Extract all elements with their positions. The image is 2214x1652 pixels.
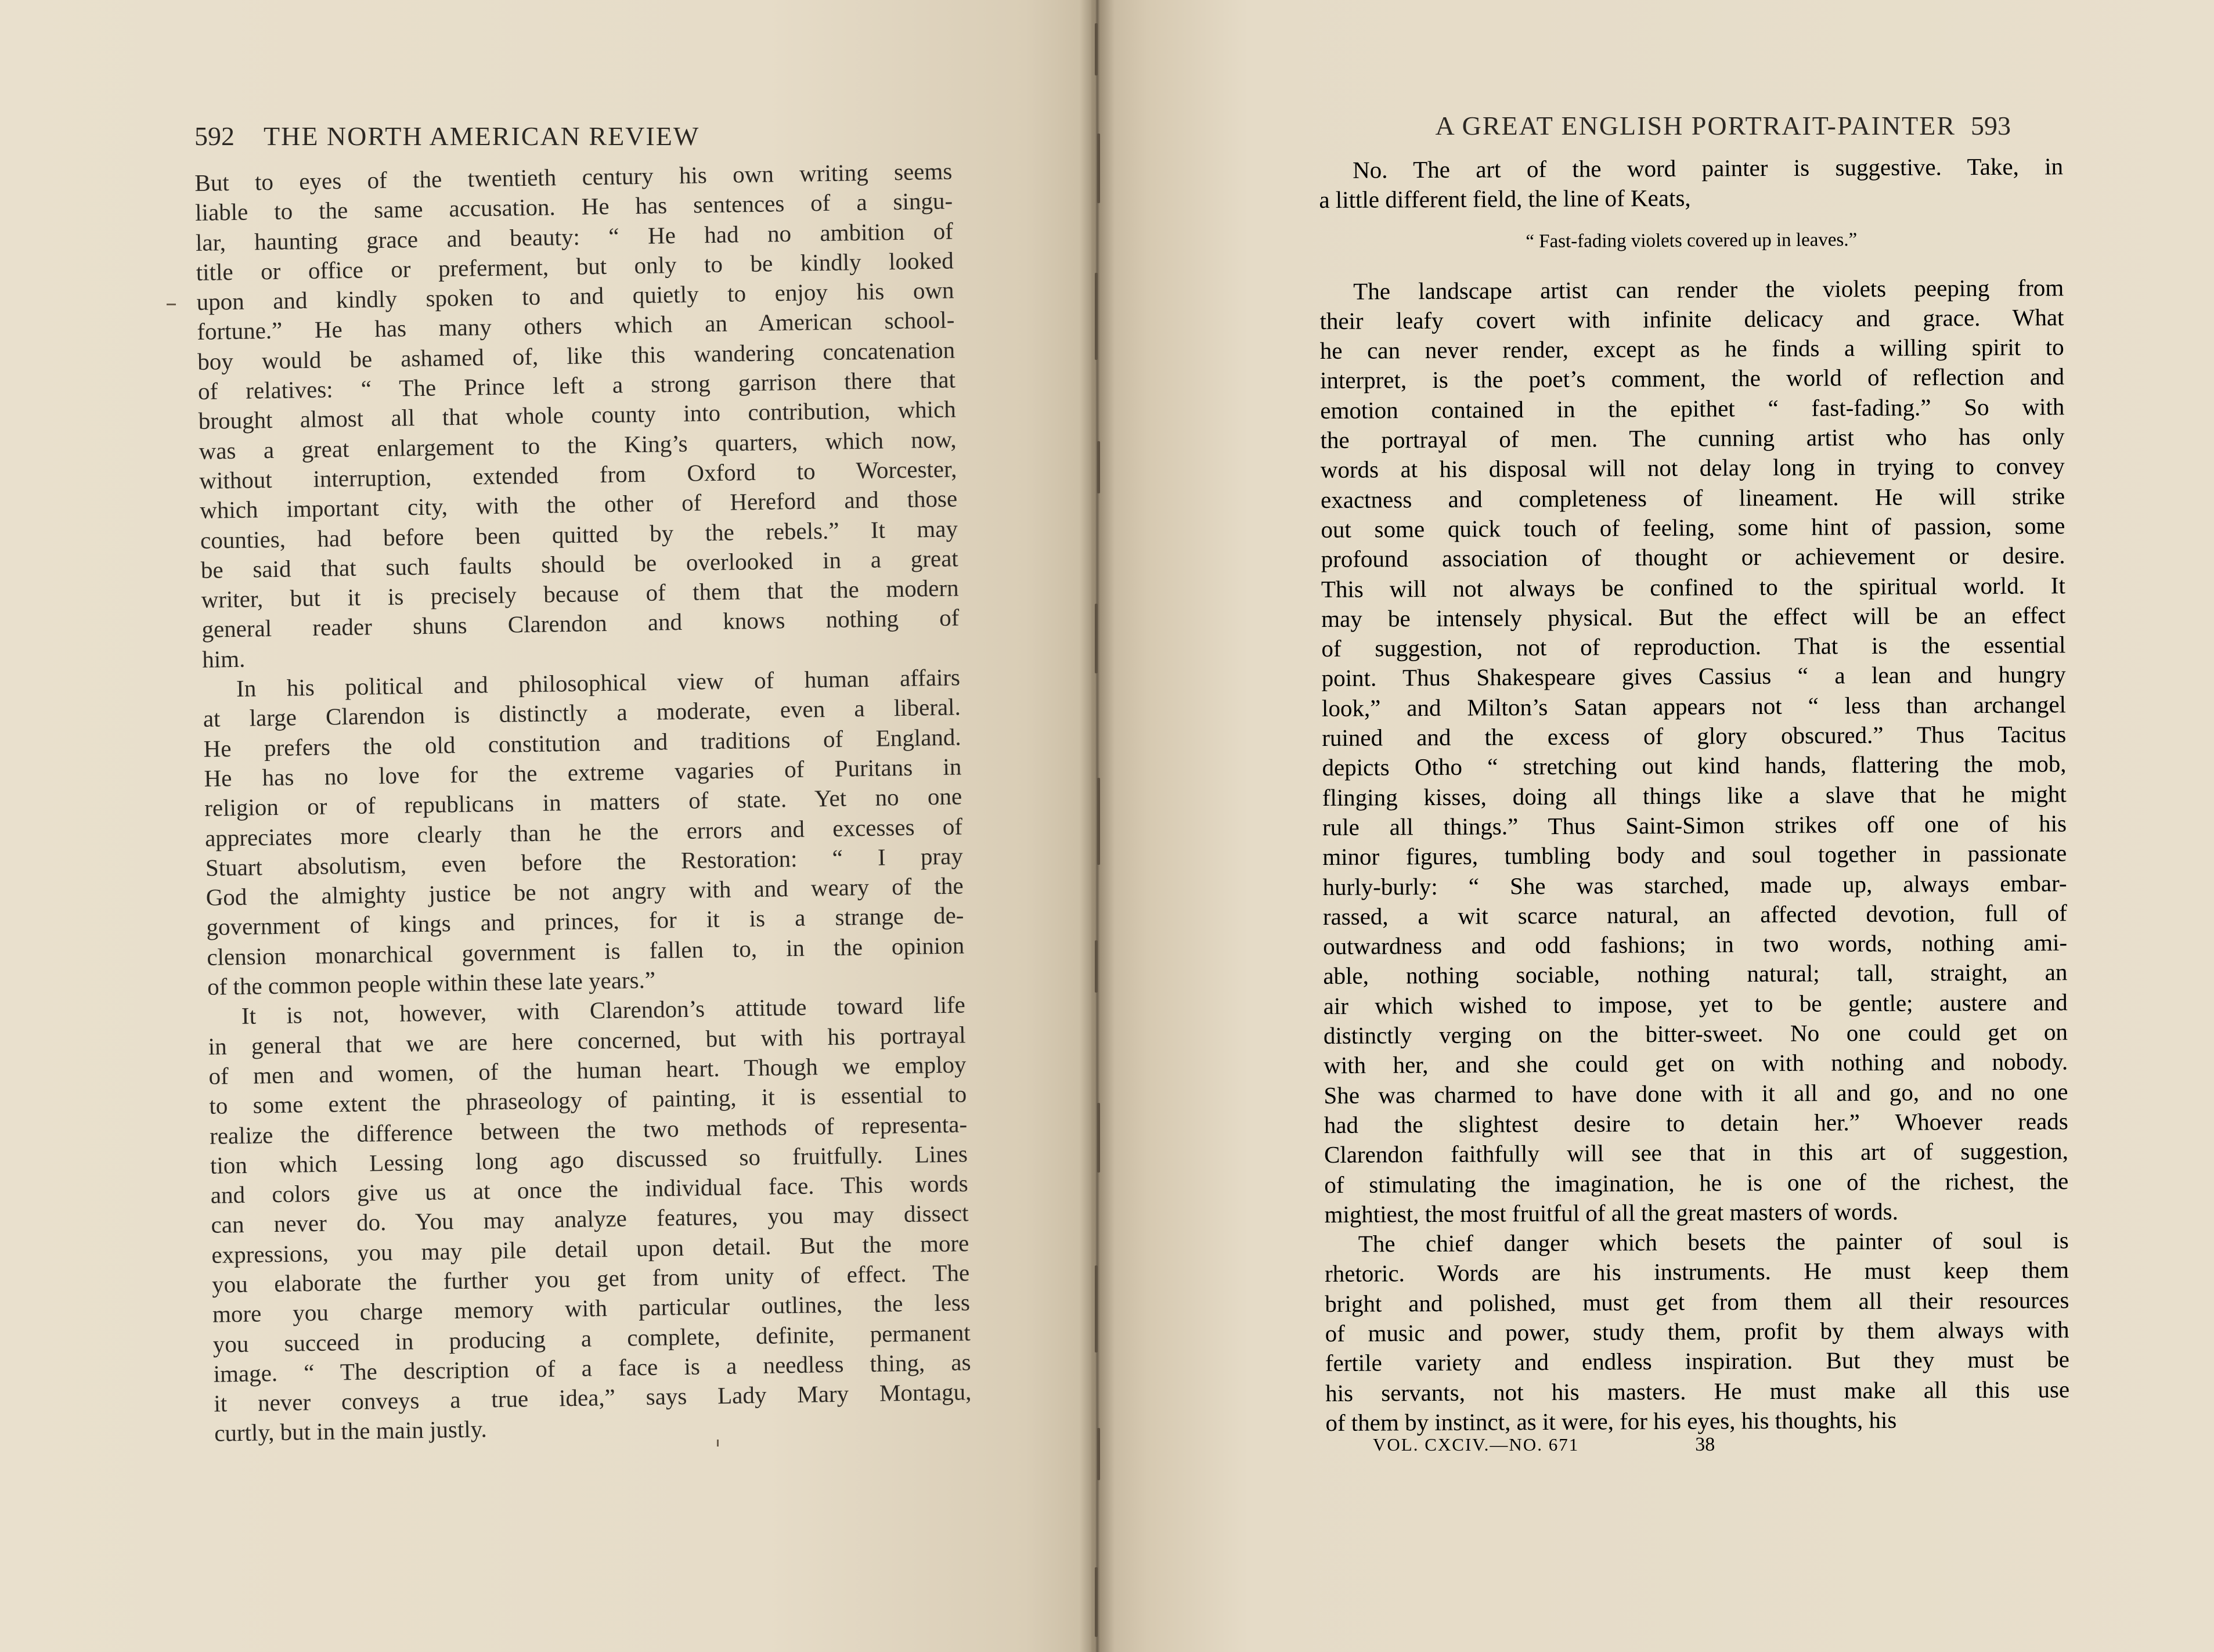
text-line: was a great enlargement to the King’s quarters, which now, (199, 425, 957, 464)
text-line: It is not, however, with Clarendon’s attitude toward life (241, 991, 966, 1030)
text-line: the portrayal of men. The cunning artist who has only (1320, 423, 2065, 454)
text-line: you succeed in producing a complete, definite, permanent (212, 1318, 971, 1358)
text-line: of suggestion, not of reproduction. That is the essential (1321, 631, 2066, 662)
text-line: image. “ The description of a face is a needless thing, as (213, 1348, 971, 1387)
text-line: realize the difference between the two methods of representa- (209, 1110, 968, 1149)
text-line: liable to the same accusation. He has sentences of a singu- (194, 187, 953, 226)
verse-quotation: “ Fast-fading violets covered up in leaves.” (1526, 229, 1858, 252)
text-line: profound association of thought or achievement or desire. (1321, 542, 2065, 573)
text-line: air which wished to impose, yet to be gentle; austere and (1323, 988, 2068, 1019)
left-page (0, 0, 1091, 1652)
text-line: a little different field, the line of Keats, (1319, 184, 1691, 214)
text-line: words at his disposal will not delay long in trying to convey (1320, 452, 2065, 484)
text-line: boy would be ashamed of, like this wandering concatenation (197, 336, 955, 375)
binding-stitch (1097, 778, 1100, 865)
text-line: ruined and the excess of glory obscured.” Thus Tacitus (1322, 720, 2067, 752)
text-line: clension monarchical government is fallen to, in the opinion (206, 932, 965, 971)
margin-mark (167, 304, 176, 305)
text-line: In his political and philosophical view of human affairs (236, 663, 961, 702)
text-line: rule all things.” Thus Saint-Simon strikes off one of his (1322, 810, 2067, 841)
text-line: interpret, is the poet’s comment, the world of reflection and (1319, 363, 2065, 394)
text-line: The chief danger which besets the painter of soul is (1358, 1227, 2069, 1257)
text-line: tion which Lessing long ago discussed so fruitfully. Lines (210, 1140, 968, 1179)
text-line: rassed, a wit scarce natural, an affected devotion, full of (1322, 899, 2067, 930)
footer-volume: VOL. CXCIV.—NO. 671 (1373, 1434, 1580, 1455)
text-line: lar, haunting grace and beauty: “ He had no ambition of (195, 217, 954, 256)
text-line: He has no love for the extreme vagaries of Puritans in (204, 753, 962, 792)
binding-stitch (1095, 1567, 1098, 1637)
right-page-number: 593 (1971, 111, 2011, 140)
text-line: of stimulating the imagination, he is one of the richest, the (1324, 1167, 2069, 1198)
text-line: rhetoric. Words are his instruments. He must keep them (1324, 1256, 2069, 1287)
text-line: appreciates more clearly than he the errors and excesses of (204, 812, 963, 852)
text-line: emotion contained in the epithet “ fast-fading.” So with (1320, 393, 2065, 424)
text-line: brought almost all that whole county into contribution, which (198, 395, 957, 435)
text-line: She was charmed to have done with it all and go, and no one (1324, 1077, 2068, 1109)
text-line: without interruption, extended from Oxford to Worcester, (199, 455, 957, 494)
text-line: of music and power, study them, profit by them always with (1325, 1316, 2069, 1347)
text-line: religion or of republicans in matters of state. Yet no one (204, 782, 962, 822)
page-footer (1373, 1434, 1715, 1456)
right-running-title: A GREAT ENGLISH PORTRAIT-PAINTER (1435, 111, 1956, 140)
text-line: able, nothing sociable, nothing natural; tall, straight, an (1323, 958, 2068, 990)
text-line: He prefers the old constitution and traditions of England. (203, 723, 961, 762)
binding-stitch (1095, 1265, 1098, 1352)
text-line: to some extent the phraseology of painting, it is essential to (209, 1080, 967, 1120)
text-line: depicts Otho “ stretching out kind hands, flattering the mob, (1322, 750, 2067, 781)
text-line: out some quick touch of feeling, some hint of passion, some (1321, 512, 2065, 543)
text-line: general reader shuns Clarendon and knows nothing of (201, 604, 960, 643)
binding-stitch (1095, 604, 1098, 673)
text-line: it never conveys a true idea,” says Lady Mary Montagu, (214, 1378, 972, 1417)
text-line: of relatives: “ The Prince left a strong garrison there that (197, 366, 956, 405)
binding-stitch (1097, 441, 1100, 493)
text-line: bright and polished, must get from them all their resources (1325, 1286, 2069, 1317)
text-line: with her, and she could get on with nothing and nobody. (1324, 1048, 2068, 1079)
text-line: This will not always be confined to the spiritual world. It (1321, 571, 2066, 603)
text-line: his servants, not his masters. He must make all this use (1325, 1375, 2070, 1406)
text-line: fertile variety and endless inspiration. But they must be (1325, 1346, 2069, 1377)
text-line: him. (201, 645, 246, 673)
text-line: in general that we are here concerned, but with his portrayal (208, 1020, 966, 1060)
binding-stitch (1097, 1103, 1100, 1173)
text-line: minor figures, tumbling body and soul together in passionate (1322, 839, 2067, 871)
text-line: had the slightest desire to detain her.” Whoever reads (1324, 1108, 2068, 1138)
text-line: No. The art of the word painter is suggestive. Take, in (1353, 153, 2064, 183)
text-line: Clarendon faithfully will see that in this art of suggestion, (1324, 1137, 2069, 1168)
text-line: But to eyes of the twentieth century his own writing seems (194, 157, 953, 196)
text-line: title or office or preferment, but only to be kindly looked (196, 247, 954, 286)
text-line: be said that such faults should be overlooked in a great (200, 544, 959, 583)
text-line: distinctly verging on the bitter-sweet. No one could get on (1323, 1018, 2068, 1049)
text-line: at large Clarendon is distinctly a moderate, even a liberal. (203, 693, 961, 733)
book-gutter (1080, 0, 1115, 1652)
footer-signature: 38 (1695, 1434, 1715, 1455)
text-line: exactness and completeness of lineament. He will strike (1320, 482, 2065, 513)
right-body-text (1319, 152, 2070, 1438)
binding-stitch (1095, 23, 1098, 75)
text-line: expressions, you may pile detail upon detail. But the more (211, 1229, 969, 1268)
text-line: outwardness and odd fashions; in two words, nothing ami- (1323, 929, 2068, 960)
text-line: of men and women, of the human heart. Though we employ (208, 1051, 967, 1090)
binding-stitch (1095, 940, 1098, 993)
text-line: which important city, with the other of Hereford and those (199, 485, 958, 524)
text-line: can never do. You may analyze features, you may dissect (211, 1199, 969, 1239)
text-line: mightiest, the most fruitful of all the great masters of words. (1324, 1197, 1899, 1228)
text-line: curtly, but in the main justly. (214, 1415, 488, 1447)
text-line: counties, had before been quitted by the rebels.” It may (200, 514, 958, 554)
text-line: he can never render, except as he finds a willing spirit to (1319, 333, 2064, 365)
text-line: fortune.” He has many others which an American school- (197, 306, 955, 345)
binding-stitch (1095, 273, 1098, 360)
right-running-head (1435, 110, 2011, 141)
text-line: writer, but it is precisely because of them that the modern (201, 574, 959, 614)
text-line: flinging kisses, doing all things like a slave that he might (1322, 780, 2067, 811)
text-line: Stuart absolutism, even before the Restoration: “ I pray (205, 842, 964, 881)
text-line: their leafy covert with infinite delicacy and grace. What (1319, 304, 2064, 334)
left-running-title: THE NORTH AMERICAN REVIEW (264, 121, 700, 151)
text-line: you elaborate the further you get from unity of effect. The (211, 1259, 970, 1298)
left-page-number: 592 (194, 121, 235, 151)
binding-stitch (1097, 134, 1100, 203)
text-line: look,” and Milton’s Satan appears not “ less than archangel (1321, 691, 2067, 722)
left-body-text (194, 157, 972, 1449)
text-line: of the common people within these late years.” (207, 966, 656, 1000)
text-line: point. Thus Shakespeare gives Cassius “ a lean and hungry (1321, 661, 2066, 692)
text-line: of them by instinct, as it were, for his eyes, his thoughts, his (1325, 1406, 1897, 1436)
text-line: more you charge memory with particular outlines, the less (212, 1289, 971, 1328)
text-line: may be intensely physical. But the effect will be an effect (1321, 601, 2066, 632)
text-line: and colors give us at once the individual face. This words (210, 1170, 968, 1209)
text-line: upon and kindly spoken to and quietly to enjoy his own (196, 276, 954, 316)
binding-stitch (1097, 1428, 1100, 1480)
text-line: The landscape artist can render the violets peeping from (1353, 273, 2064, 305)
print-mark (717, 1440, 719, 1447)
text-line: hurly-burly: “ She was starched, made up, always embar- (1322, 869, 2067, 900)
text-line: government of kings and princes, for it is a strange de- (206, 901, 964, 941)
text-line: God the almighty justice be not angry with and weary of the (205, 872, 964, 911)
left-running-head (194, 121, 699, 152)
